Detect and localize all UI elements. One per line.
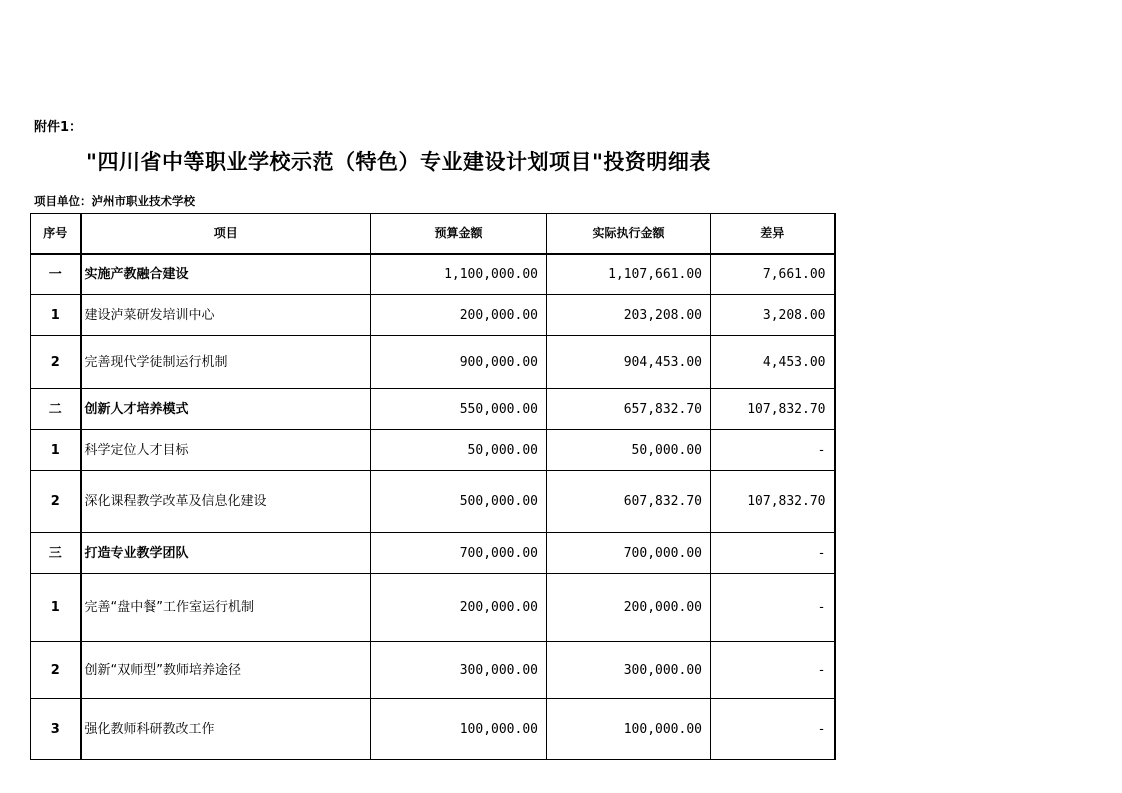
row-diff: - [711,642,835,699]
row-actual: 300,000.00 [547,642,711,699]
table-row [31,699,835,760]
row-item: 打造专业教学团队 [81,533,371,574]
row-no: 2 [31,642,81,699]
row-budget: 900,000.00 [371,336,547,389]
row-actual: 100,000.00 [547,699,711,760]
row-diff: 3,208.00 [711,295,835,336]
row-item: 创新人才培养模式 [81,389,371,430]
table-row [31,471,835,533]
row-item: 完善现代学徒制运行机制 [81,336,371,389]
row-diff: 107,832.70 [711,389,835,430]
row-actual: 657,832.70 [547,389,711,430]
row-actual: 904,453.00 [547,336,711,389]
header-actual: 实际执行金额 [547,214,711,254]
row-diff: - [711,533,835,574]
row-item: 深化课程教学改革及信息化建设 [81,471,371,533]
table-row [31,295,835,336]
investment-detail-table [30,213,836,760]
row-actual: 50,000.00 [547,430,711,471]
header-budget: 预算金额 [371,214,547,254]
table-row [31,574,835,642]
header-no: 序号 [31,214,81,254]
row-budget: 200,000.00 [371,574,547,642]
row-actual: 203,208.00 [547,295,711,336]
row-budget: 100,000.00 [371,699,547,760]
row-item: 强化教师科研教改工作 [81,699,371,760]
row-budget: 200,000.00 [371,295,547,336]
row-actual: 1,107,661.00 [547,254,711,295]
row-item: 创新“双师型”教师培养途径 [81,642,371,699]
section-row [31,533,835,574]
row-no: 二 [31,389,81,430]
project-unit-label: 项目单位：泸州市职业技术学校 [34,194,195,208]
row-budget: 50,000.00 [371,430,547,471]
row-no: 2 [31,336,81,389]
row-diff: - [711,574,835,642]
row-item: 科学定位人才目标 [81,430,371,471]
row-diff: 107,832.70 [711,471,835,533]
row-budget: 1,100,000.00 [371,254,547,295]
row-no: 3 [31,699,81,760]
attachment-label: 附件1： [34,120,83,135]
row-budget: 300,000.00 [371,642,547,699]
table-row [31,336,835,389]
row-item: 建设泸菜研发培训中心 [81,295,371,336]
row-actual: 700,000.00 [547,533,711,574]
row-diff: 7,661.00 [711,254,835,295]
row-no: 1 [31,430,81,471]
row-no: 1 [31,295,81,336]
row-diff: - [711,430,835,471]
table-row [31,430,835,471]
row-diff: 4,453.00 [711,336,835,389]
row-actual: 200,000.00 [547,574,711,642]
row-budget: 700,000.00 [371,533,547,574]
row-diff: - [711,699,835,760]
row-budget: 550,000.00 [371,389,547,430]
row-item: 完善“盘中餐”工作室运行机制 [81,574,371,642]
row-no: 三 [31,533,81,574]
row-no: 一 [31,254,81,295]
table-row [31,642,835,699]
header-item: 项目 [81,214,371,254]
section-row [31,389,835,430]
section-row [31,254,835,295]
document-title: "四川省中等职业学校示范（特色）专业建设计划项目"投资明细表 [86,150,711,174]
row-item: 实施产教融合建设 [81,254,371,295]
header-diff: 差异 [711,214,835,254]
row-no: 1 [31,574,81,642]
row-budget: 500,000.00 [371,471,547,533]
table-header-row [31,214,835,254]
row-actual: 607,832.70 [547,471,711,533]
row-no: 2 [31,471,81,533]
